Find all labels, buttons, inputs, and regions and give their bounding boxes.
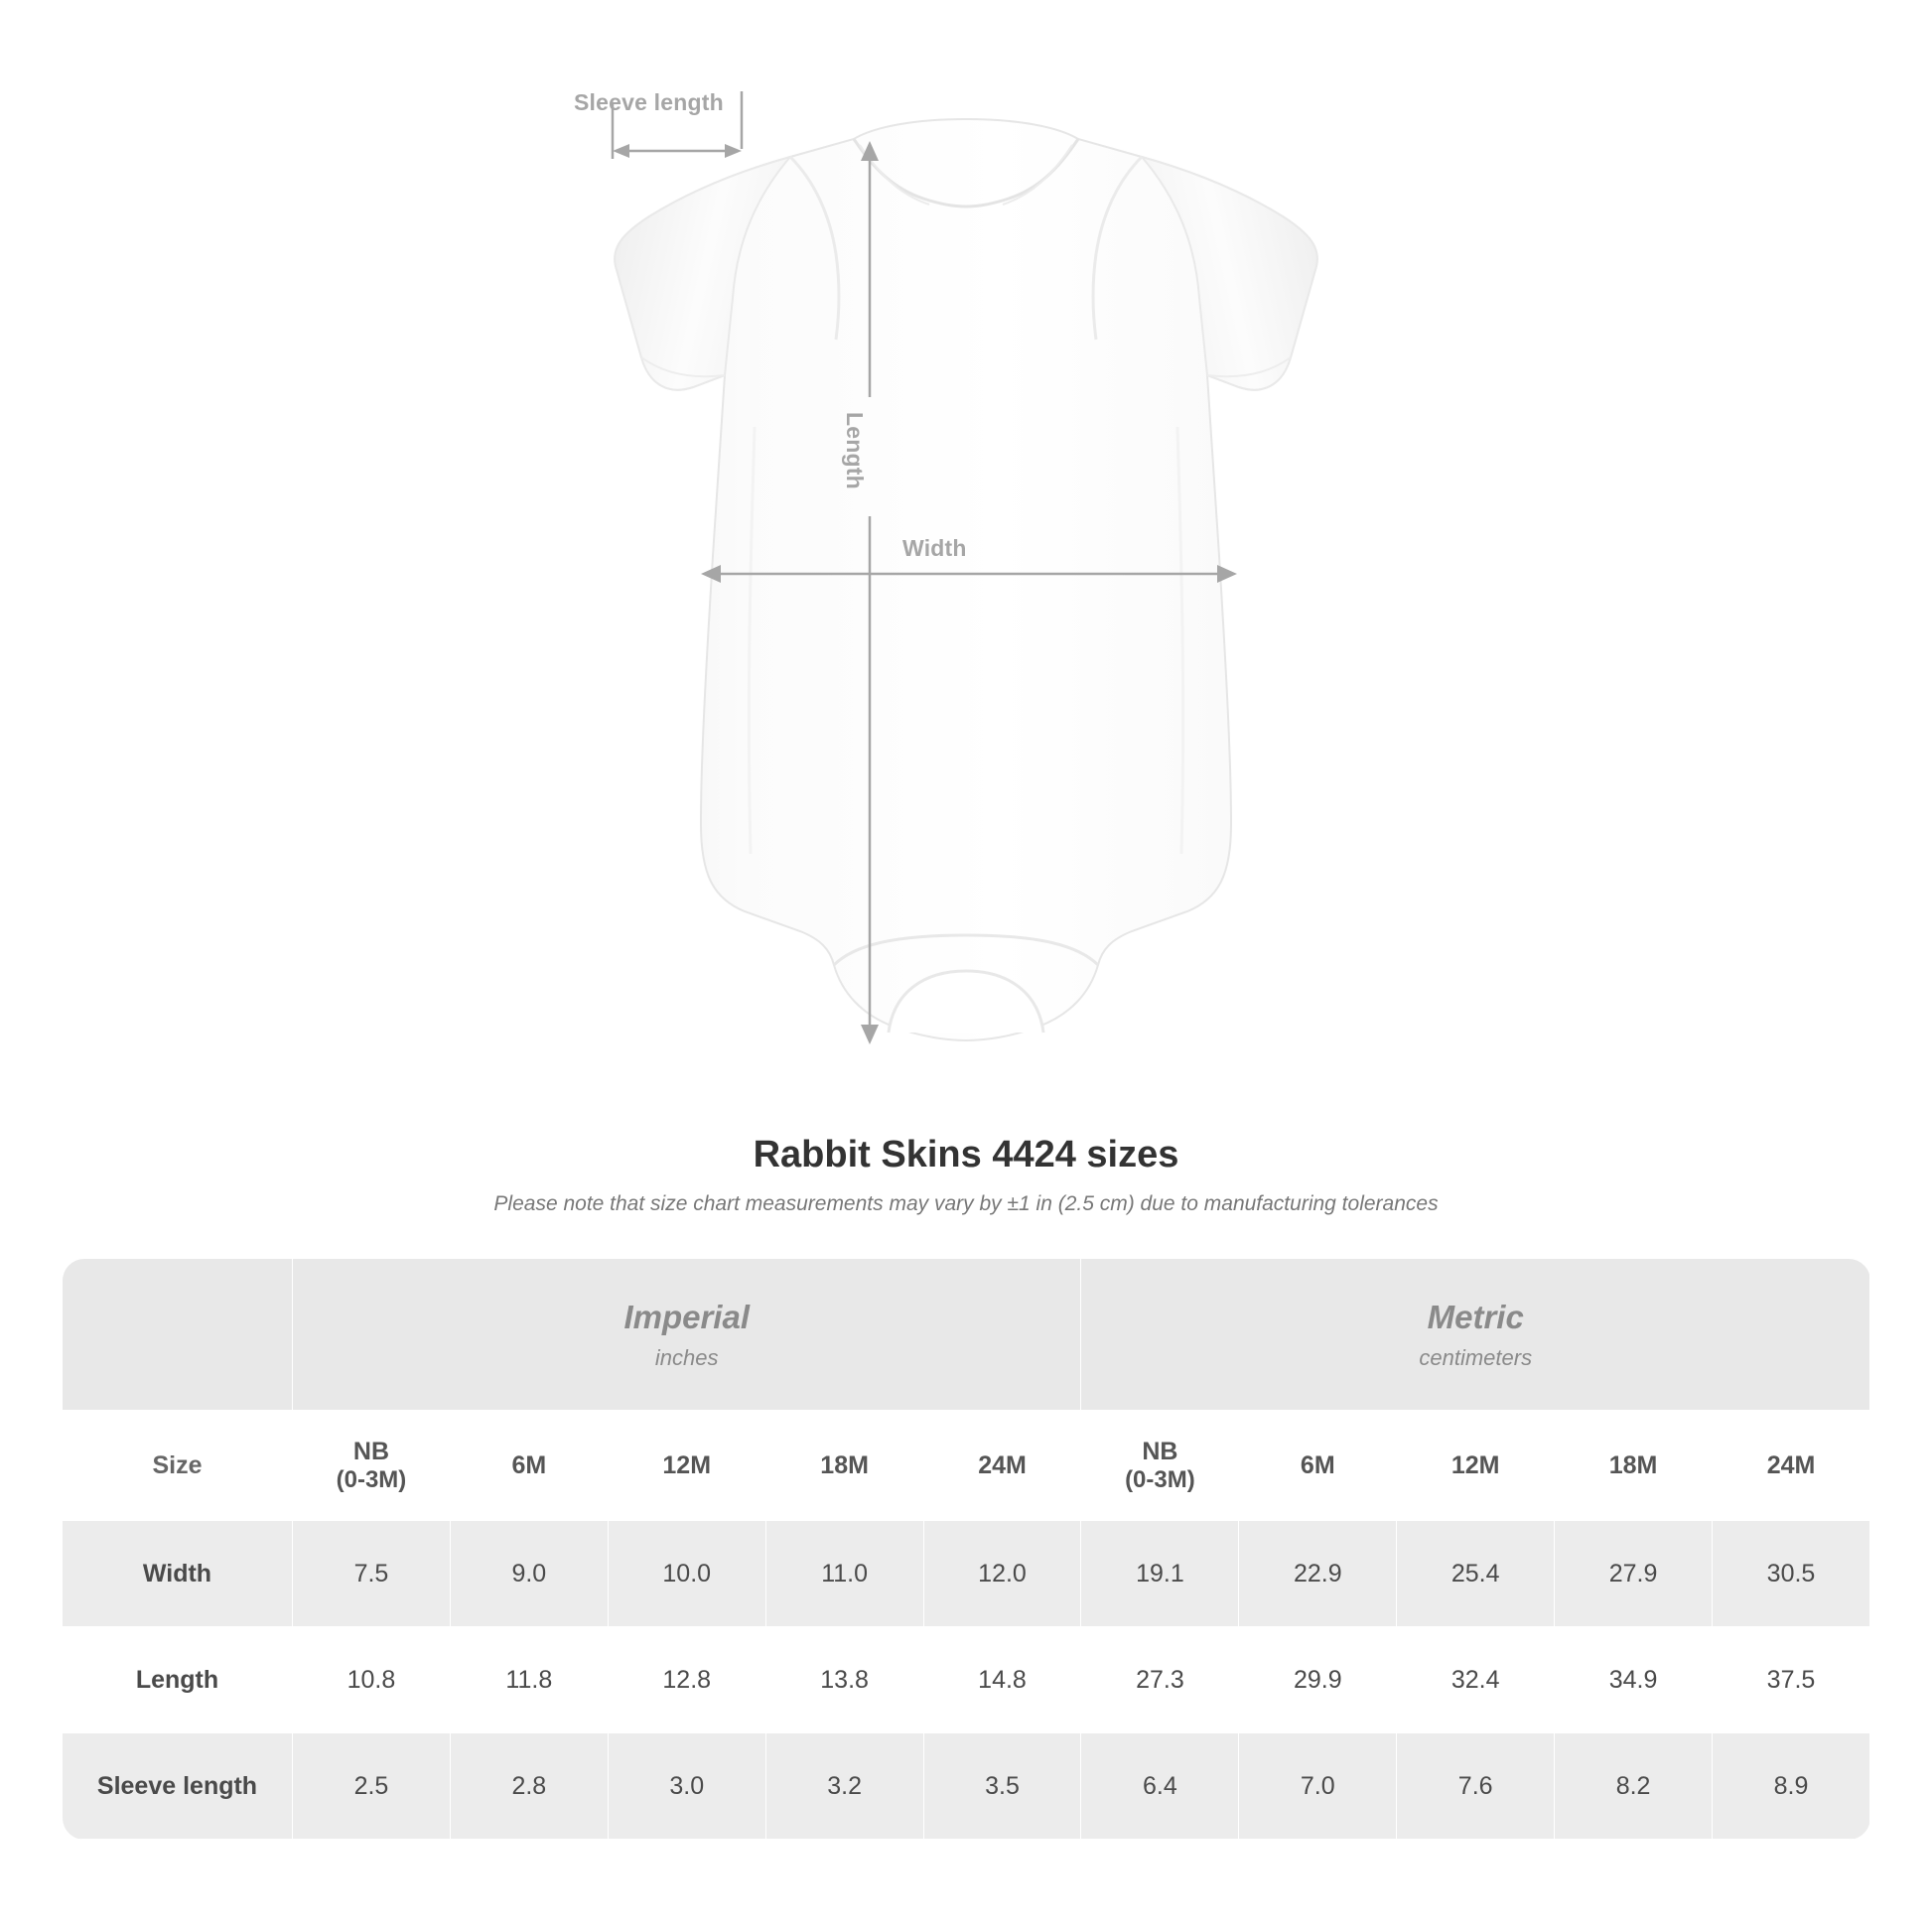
cell-length-4: 14.8: [923, 1627, 1081, 1733]
cell-width-1: 9.0: [450, 1521, 608, 1627]
table-row: [63, 1627, 1870, 1733]
cell-width-6: 22.9: [1239, 1521, 1397, 1627]
header-col-0-label: NB: [352, 1437, 389, 1465]
tolerance-note: Please note that size chart measurements may vary by ±1 in (2.5 cm) due to manufacturing tolerances: [493, 1192, 1439, 1215]
cell-length-7: 32.4: [1397, 1627, 1555, 1733]
header-col-8: 18M: [1555, 1411, 1713, 1521]
row-label-width: Width: [63, 1521, 293, 1627]
cell-length-9: 37.5: [1713, 1627, 1870, 1733]
size-table: [62, 1258, 1870, 1840]
cell-sleeve-0: 2.5: [293, 1733, 451, 1840]
header-col-0-sub: (0-3M): [336, 1465, 407, 1493]
sleeve-length-label: Sleeve length: [574, 89, 724, 115]
header-size: Size: [63, 1411, 293, 1521]
unit-header-spacer: [63, 1259, 293, 1411]
cell-sleeve-4: 3.5: [923, 1733, 1081, 1840]
cell-width-5: 19.1: [1081, 1521, 1239, 1627]
cell-width-8: 27.9: [1555, 1521, 1713, 1627]
cell-width-4: 12.0: [923, 1521, 1081, 1627]
unit-imperial-sub: inches: [654, 1344, 719, 1370]
header-col-5-label: NB: [1142, 1437, 1178, 1465]
title-block: [0, 1134, 1932, 1216]
cell-length-3: 13.8: [765, 1627, 923, 1733]
table-row: [63, 1521, 1870, 1627]
header-col-5: [1081, 1411, 1239, 1521]
page-title: Rabbit Skins 4424 sizes: [753, 1134, 1179, 1175]
cell-sleeve-9: 8.9: [1713, 1733, 1870, 1840]
unit-header-imperial: [293, 1259, 1081, 1411]
header-col-6: 6M: [1239, 1411, 1397, 1521]
size-table-container: [62, 1258, 1870, 1840]
row-label-length: Length: [63, 1627, 293, 1733]
unit-metric-name: Metric: [1427, 1299, 1524, 1336]
cell-sleeve-7: 7.6: [1397, 1733, 1555, 1840]
header-col-0: [293, 1411, 451, 1521]
unit-imperial-name: Imperial: [623, 1299, 750, 1336]
header-col-5-sub: (0-3M): [1125, 1465, 1195, 1493]
width-label: Width: [902, 535, 967, 561]
cell-length-5: 27.3: [1081, 1627, 1239, 1733]
cell-sleeve-8: 8.2: [1555, 1733, 1713, 1840]
cell-width-0: 7.5: [293, 1521, 451, 1627]
unit-metric-sub: centimeters: [1419, 1344, 1533, 1370]
header-col-3: 18M: [765, 1411, 923, 1521]
header-col-7: 12M: [1397, 1411, 1555, 1521]
cell-sleeve-2: 3.0: [608, 1733, 765, 1840]
cell-sleeve-3: 3.2: [765, 1733, 923, 1840]
cell-length-8: 34.9: [1555, 1627, 1713, 1733]
unit-header-row: [63, 1259, 1870, 1411]
unit-header-metric: [1081, 1259, 1870, 1411]
cell-length-1: 11.8: [450, 1627, 608, 1733]
table-row: [63, 1733, 1870, 1840]
cell-width-3: 11.0: [765, 1521, 923, 1627]
row-label-sleeve-length: Sleeve length: [63, 1733, 293, 1840]
column-header-row: [63, 1411, 1870, 1521]
cell-length-2: 12.8: [608, 1627, 765, 1733]
cell-sleeve-1: 2.8: [450, 1733, 608, 1840]
cell-sleeve-6: 7.0: [1239, 1733, 1397, 1840]
cell-sleeve-5: 6.4: [1081, 1733, 1239, 1840]
cell-length-6: 29.9: [1239, 1627, 1397, 1733]
cell-length-0: 10.8: [293, 1627, 451, 1733]
header-col-1: 6M: [450, 1411, 608, 1521]
cell-width-9: 30.5: [1713, 1521, 1870, 1627]
header-col-4: 24M: [923, 1411, 1081, 1521]
header-col-9: 24M: [1713, 1411, 1870, 1521]
cell-width-7: 25.4: [1397, 1521, 1555, 1627]
length-label: Length: [842, 412, 868, 489]
cell-width-2: 10.0: [608, 1521, 765, 1627]
header-col-2: 12M: [608, 1411, 765, 1521]
